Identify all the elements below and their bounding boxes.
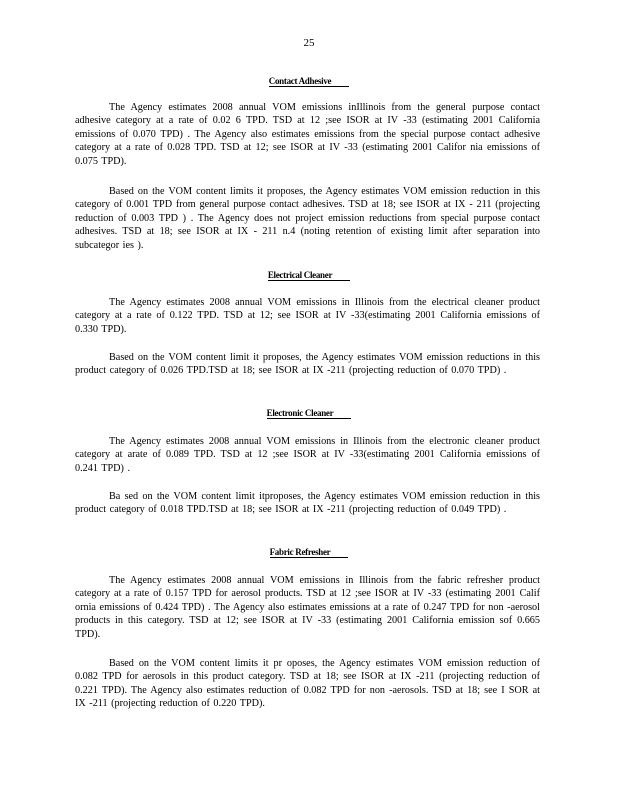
paragraph: [75, 296, 540, 336]
paragraph: [75, 657, 540, 711]
paragraph-text: Ba sed on the VOM content limit itproposes, the Agency estimates VOM emission reduction in this product category of 0.018 TPD.TSD at 18; see ISOR at IX -211 (projecting reduction of 0.049 TPD) .: [75, 491, 540, 516]
page-number: 25: [303, 37, 315, 49]
paragraph: [75, 574, 540, 641]
section-heading-electronic-cleaner: [0, 408, 618, 419]
section-heading-contact-adhesive: [0, 76, 618, 87]
paragraph-text: Based on the VOM content limits it proposes, the Agency estimates VOM emission reduction in this category of 0.001 TPD from general purpose contact adhesives. TSD at 18; see ISOR at IX - 211 (projecting reduction of 0.003 TPD ) . The Agency does not project emission reductions from special purpose contact adhesives. TSD at 18; see ISOR at IX - 211 n.4 (noting retention of existing limit after separation into subcategor ies ).: [75, 186, 540, 251]
paragraph: [75, 490, 540, 517]
paragraph: [75, 185, 540, 252]
section-heading-text: Contact Adhesive: [269, 76, 349, 87]
paragraph-text: The Agency estimates 2008 annual VOM emissions in Illinois from the fabric refresher product category at a rate of 0.157 TPD for aerosol products. TSD at 12 ;see ISOR at IV -33 (estimating 2001 Calif ornia emissions of 0.424 TPD) . The Agency also estimates emissions at a rate of 0.247 TPD for non -aerosol products in this category. TSD at 12; see ISOR at IV -33 (estimating 2001 California emission sof 0.665 TPD).: [75, 575, 540, 640]
paragraph-text: The Agency estimates 2008 annual VOM emissions inIllinois from the general purpose contact adhesive category at a rate of 0.02 6 TPD. TSD at 12 ;see ISOR at IV -33 (estimating 2001 California emissions of 0.070 TPD) . The Agency also estimates emissions from the special purpose contact adhesive category at a rate of 0.028 TPD. TSD at 12; see ISOR at IV -33 (estimating 2001 Califor nia emissions of 0.075 TPD).: [75, 102, 540, 167]
paragraph: [75, 435, 540, 475]
paragraph-text: The Agency estimates 2008 annual VOM emissions in Illinois from the electronic cleaner product category at arate of 0.089 TPD. TSD at 12 ;see ISOR at IV -33(estimating 2001 California emissions of 0.241 TPD) .: [75, 436, 540, 474]
paragraph: [75, 101, 540, 168]
section-heading-text: Fabric Refresher: [270, 547, 349, 558]
section-heading-fabric-refresher: [0, 547, 618, 558]
section-heading-text: Electrical Cleaner: [268, 270, 350, 281]
paragraph: [75, 351, 540, 378]
section-heading-text: Electronic Cleaner: [267, 408, 352, 419]
section-heading-electrical-cleaner: [0, 270, 618, 281]
paragraph-text: Based on the VOM content limit it proposes, the Agency estimates VOM emission reductions in this product category of 0.026 TPD.TSD at 18; see ISOR at IX -211 (projecting reduction of 0.070 TPD) .: [75, 352, 540, 377]
paragraph-text: Based on the VOM content limits it pr oposes, the Agency estimates VOM emission reduction of 0.082 TPD for aerosols in this product category. TSD at 18; see ISOR at IX -211 (projecting reduction of 0.221 TPD). The Agency also estimates reduction of 0.082 TPD for non -aerosols. TSD at 18; see I SOR at IX -211 (projecting reduction of 0.220 TPD).: [75, 658, 540, 710]
paragraph-text: The Agency estimates 2008 annual VOM emissions in Illinois from the electrical cleaner product category at a rate of 0.122 TPD. TSD at 12; see ISOR at IV -33(estimating 2001 California emissions of 0.330 TPD).: [75, 297, 540, 335]
